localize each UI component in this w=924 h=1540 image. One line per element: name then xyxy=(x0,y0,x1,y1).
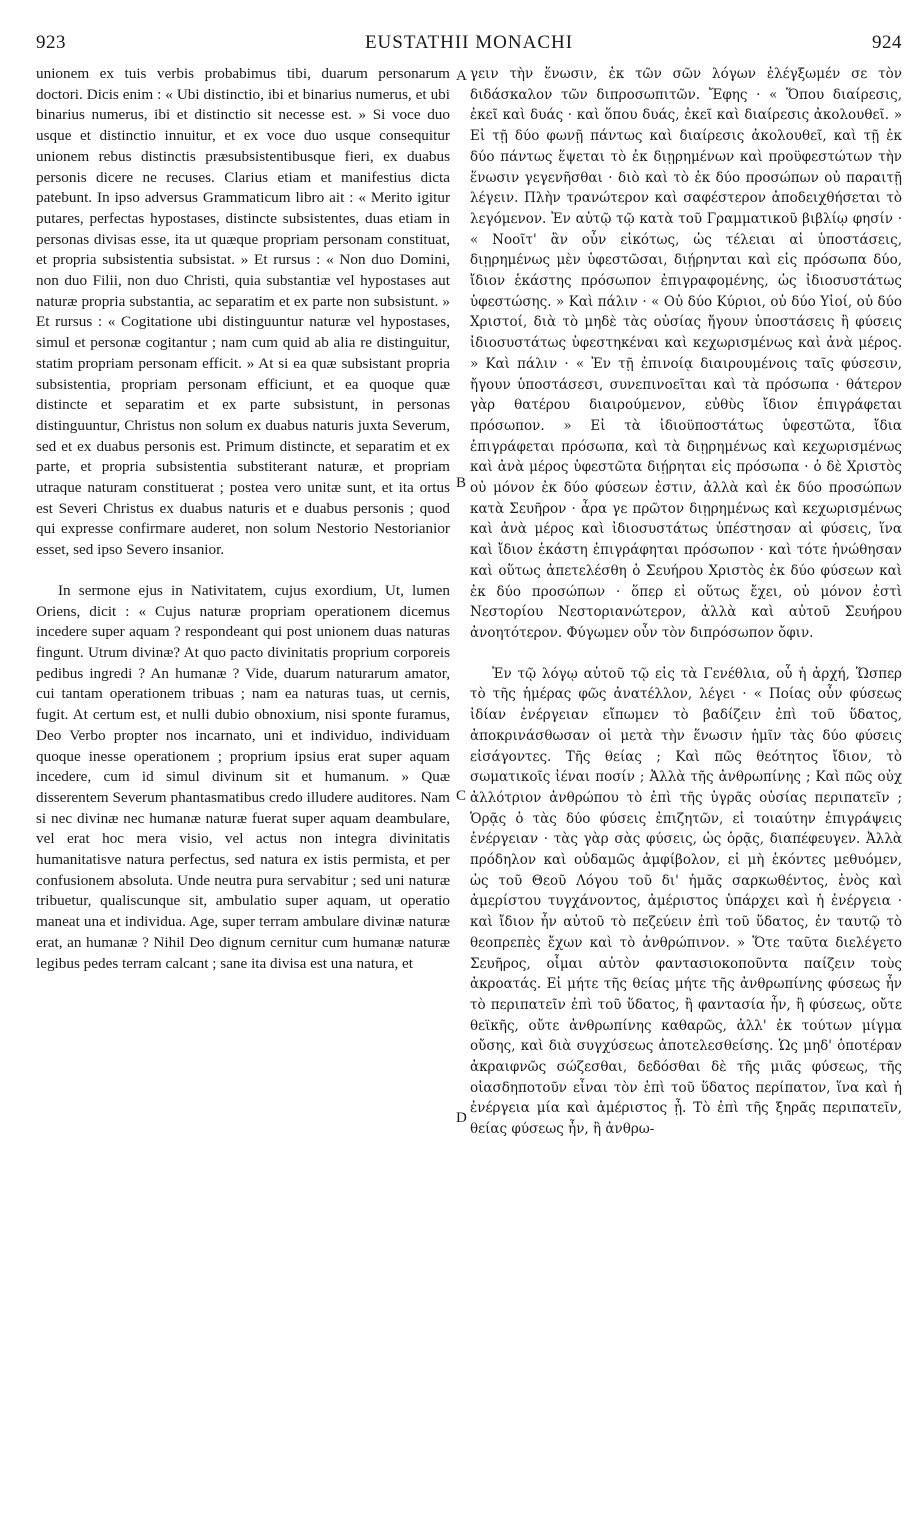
greek-column xyxy=(470,64,902,1500)
page-number-left: 923 xyxy=(36,32,66,53)
page-number-right: 924 xyxy=(871,32,902,53)
greek-paragraph-1: γειν τὴν ἕνωσιν, ἐκ τῶν σῶν λόγων ἐλέγξωμέν σε τὸν διδάσκαλον τῶν διπροσωπιτῶν. Ἔφης · « Ὅπου διαίρεσις, ἐκεῖ καὶ δυάς · καὶ ὅπου δυάς, ἐκεῖ καὶ διαίρεσις ἀκολουθεῖ. » Εἰ τῇ δύο φωνῇ πάντως καὶ διαίρεσις ἀκολουθεῖ, καὶ τῇ ἐκ δύο πάντως ἕψεται τὸ ἐκ διῃρημένων καὶ προϋφεστώτων τὴν ἕνωσιν γεγενῆσθαι · διὸ καὶ τὸ ἐκ δύο προσώπων οὐ παραιτῇ λέγειν. Πλὴν τρανώτερον καὶ σαφέστερον ἀποδειχθήσεται τὸ λεγόμενον. Ἐν αὐτῷ τῷ κατὰ τοῦ Γραμματικοῦ βιβλίῳ φησίν · « Νοοῖτ' ἂν οὖν εἰκότως, ὡς τέλειαι αἱ ὑποστάσεις, διῃρημένως μὲν ὑφεστῶσαι, διῄρηνται καὶ εἰς πρόσωπα δύο, ἴδιον ἑκάστης πρόσωπον ἐπιγραφομένης, ὡς ἰδιοσυστάτως ὑφεστώσης. » Καὶ πάλιν · « Οὐ δύο Κύριοι, οὐ δύο Υἱοί, οὐ δύο Χριστοί, διὰ τὸ μηδὲ τὰς οὐσίας ἤγουν ὑποστάσεις ἢ φύσεις ἰδιοσυστάτως ὑφεστηκέναι καὶ κεχωρισμένως καὶ ἀνὰ μέρος. » Καὶ πάλιν · « Ἐν τῇ ἐπινοίᾳ διαιρουμένοις ταῖς φύσεσιν, ἤγουν ὑποστάσεσι, συνεπινοεῖται καὶ τὰ πρόσωπα · θάτερον γὰρ θατέρου διαιρούμενον, εὐθὺς ἴδιον ἐπιγράφεται πρόσωπον. » Εἰ τὰ ἰδιοϋποστάτως ὑφεστῶτα, ἴδια ἐπιγράφεται πρόσωπα, καὶ τὰ διῃρημένως καὶ κεχωρισμένως καὶ ἀνὰ μέρος ὑφεστῶτα διῄρηται εἰς πρόσωπα · ὁ δὲ Χριστὸς οὐ μόνον ἐκ δύο φύσεων ἐστιν, ἀλλὰ καὶ ἐκ δύο προσώπων κατὰ Σευῆρον · ἆρα γε πρῶτον διῃρημένως καὶ κεχωρισμένως καὶ ἀνὰ μέρος καὶ ἰδιοσυστάτως ὑπέστησαν αἱ φύσεις, ἵνα καὶ ἴδιον ἑκάστη ἐπιγράφηται πρόσωπον · καὶ τότε ἡνώθησαν καὶ οὕτως ἀπετελέσθη ὁ Σευήρου Χριστὸς ἐκ δύο φύσεων καὶ ἐκ δύο προσώπων · ὅπερ εἰ οὕτως ἔχει, οὐ μόνον ἐστὶ Νεστορίου Νεστοριανώτερον, ἀλλὰ καὶ αὐτοῦ Σευήρου ἀνοητότερον. Φύγωμεν οὖν τὸν διπρόσωπον ὄφιν. xyxy=(470,66,902,641)
section-marker-c: C xyxy=(456,788,467,804)
latin-paragraph-2: In sermone ejus in Nativitatem, cujus exordium, Ut, lumen Oriens, dicit : « Cujus naturæ propriam operationem dicemus incedere super aquam ? respondeant qui post unionem duas naturas fingunt. Utrum divinæ? At quo pacto divinitatis proprium corporeis pedibus ingredi ? An humanæ ? Vide, duarum naturarum amator, cui tantam operationem tribuas ; nam ea naturas tuas, ut cernis, fugit. At certum est, et nulli dubio obnoxium, nisi sponte furamus, Deo Verbo propter nos incarnato, uni et individuo, individuam quoque inesse operationem ; proprium ipsius erat super aquam incedere, cum id simul divinum sit et humanum. » Quæ disserentem Severum phantasmatibus credo illudere auditores. Nam si nec divinæ nec humanæ naturæ fuerat super aquam deambulare, vel erat hoc mera visio, vel actus non integra divinitatis humanitatisve natura perfectus, sed natura ex istis permista, et per confusionem absoluta. Unde neutra pura servabitur ; sed uni naturæ tribuetur, qualiscunque sit, ambulatio super aquam, ut operatio maneat una et individua. Age, super terram ambulare divinæ naturæ erat, an humanæ ? Nihil Deo dignum cernitur cum humanæ naturæ legibus pedes terram calcant ; sane ita divisa est una natura, et xyxy=(36,581,450,972)
running-title: EUSTATHII MONACHI xyxy=(364,32,574,53)
section-marker-d: D xyxy=(456,1110,467,1126)
section-marker-a: A xyxy=(456,68,467,84)
greek-paragraph-2: Ἐν τῷ λόγῳ αὐτοῦ τῷ εἰς τὰ Γενέθλια, οὗ ἡ ἀρχή, Ὥσπερ τὸ τῆς ἡμέρας φῶς ἀνατέλλον, λέγει · « Ποίας οὖν φύσεως ἰδίαν ἐνέργειαν εἴπωμεν τὸ βαδίζειν ἐπὶ τοῦ ὕδατος, ἀποκρινάσθωσαν οἱ μετὰ τὴν ἕνωσιν ἡμῖν τὰς δύο φύσεις εἰσάγοντες. Τῆς θείας ; Καὶ πῶς θεότητος ἴδιον, τὸ σωματικοῖς ἰέναι ποσίν ; Ἀλλὰ τῆς ἀνθρωπίνης ; Καὶ πῶς οὐχ ἀλλότριον ἀνθρώπου τὸ ἐπὶ τῆς ὑγρᾶς οὐσίας περιπατεῖν ; Ὁρᾷς ὁ τὰς δύο φύσεις ἐπιζητῶν, εἰ τοιαύτην ἐπιγράψεις ἐνέργειαν · τὰς γὰρ σὰς φύσεις, ὡς ὁρᾷς, διαπέφευγεν. Ἀλλὰ πρόδηλον καὶ οὐδαμῶς ἀμφίβολον, εἰ μὴ ἑκόντες μεθυόμεν, ὡς τοῦ Θεοῦ Λόγου τοῦ δι' ἡμᾶς σαρκωθέντος, ἑνὸς καὶ ἀμερίστου τυγχάνοντος, ἀμέριστος ὑπάρχει καὶ ἡ ἐνέργεια · καὶ ἴδιον ἦν αὐτοῦ τὸ πεζεύειν ἐπὶ τοῦ ὕδατος, ἐν ταυτῷ τὸ θεοπρεπὲς ἔχων καὶ τὸ ἀνθρώπινον. » Ὅτε ταῦτα διελέγετο Σευῆρος, οἶμαι αὐτὸν φαντασιοκοποῦντα παίζειν τοὺς ἀκροατάς. Εἰ μήτε τῆς θείας μήτε τῆς ἀνθρωπίνης φύσεως ἦν τὸ περιπατεῖν ἐπὶ τοῦ ὕδατος, ἢ φαντασία ἦν, ἢ φύσεως, οὔτε θεϊκῆς, οὔτε ἀνθρωπίνης καθαρῶς, ἀλλ' ἐκ τούτων μίγμα οὔσης, καὶ διὰ συγχύσεως ἀποτελεσθείσης. Ὡς μηδ' ὁποτέραν ἀκραιφνῶς σώζεσθαι, δεδόσθαι δὲ τῆς μιᾶς φύσεως, τῆς οἱασδηποτοῦν εἶναι τὸν ἐπὶ τοῦ ὕδατος περίπατον, ἵνα καὶ ἡ ἐνέργεια μία καὶ ἀμέριστος ᾖ. Τὸ ἐπὶ τῆς ξηρᾶς περιπατεῖν, θείας φύσεως ἦν, ἢ ἀνθρω- xyxy=(470,665,902,1138)
latin-column xyxy=(36,64,450,1500)
latin-paragraph-1: unionem ex tuis verbis probabimus tibi, duarum personarum doctori. Dicis enim : « Ubi distinctio, ibi et binarius numerus, et ubi binarius numerus, ibi et distinctio sit necesse est. » Si voce duo usque et distinctio innuitur, et ex voce duo usque consequitur unionem rebus distinctis præsubsistentibusque fieri, ex duabus personis dicere ne recuses. Clarius etiam et manifestius dicta patebunt. In ipso adversus Grammaticum libro ait : « Merito igitur putares, perfectas hypostases, distincte subsistentes, duas etiam in personas divisas esse, ita ut quæque propriam personam constituat, et propria subsistentia subsistat. » Et rursus : « Non duo Domini, non duo Filii, non duo Christi, quia substantiæ vel hypostases aut naturæ propria substantia, ac separatim et ex parte non subsistunt. » Et rursus : « Cogitatione ubi distinguuntur naturæ vel hypostases, simul et personæ cogitantur ; nam cum quid ab alia re distinguitur, statim propriam personam efficit. » At si ea quæ subsistant propria subsistentia, propriam personam efficiunt, et ea quoque quæ distincte et separatim et ex parte subsistunt, in personas distinguuntur, Christus non solum ex duabus naturis juxta Severum, sed et ex duabus personis est. Primum distincte, et separatim et ex parte, et propria subsistentia substiterant naturæ, et propriam utraque naturam constituerat ; postea vero unitæ sunt, et ita ortus est Severi Christus ex duabus naturis et e duabus personis ; quod qui expresse confirmare auderet, non solum Nestorio Nestorianior esset, sed ipso Severo insanior. xyxy=(36,65,450,559)
section-marker-b: B xyxy=(456,475,467,491)
running-header xyxy=(36,32,902,60)
